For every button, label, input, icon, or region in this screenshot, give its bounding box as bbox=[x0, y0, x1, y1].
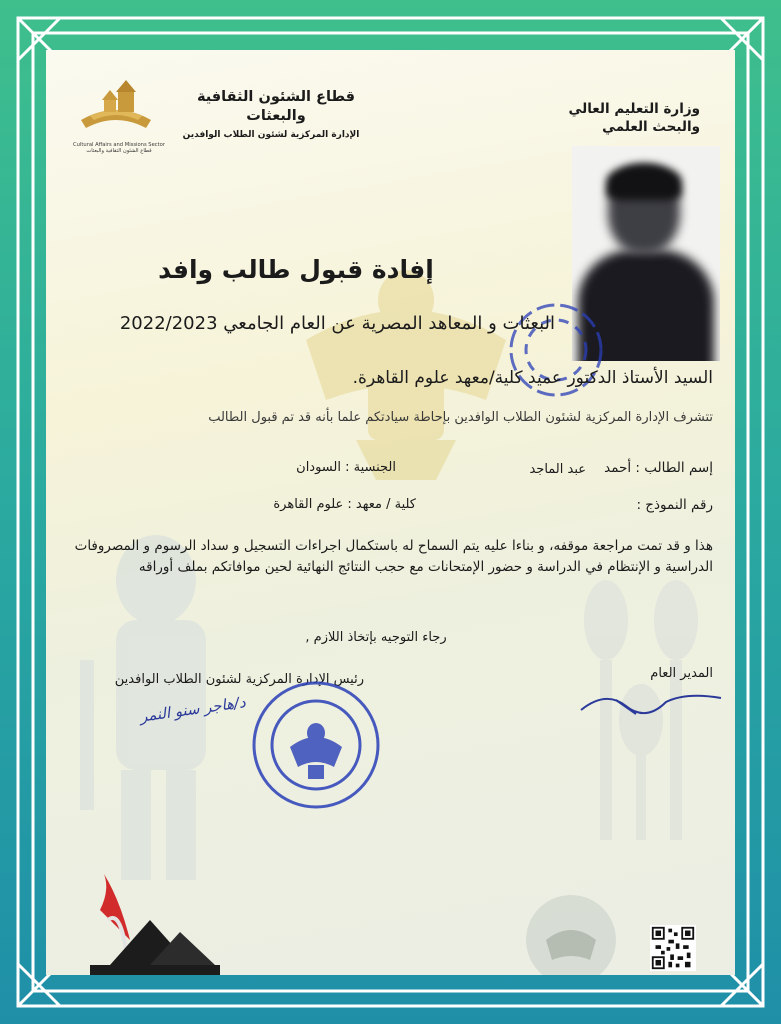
closing-line: رجاء التوجيه بإتخاذ اللازم , bbox=[305, 630, 447, 645]
bottom-emblem bbox=[516, 880, 626, 975]
egypt-flag-pyramids bbox=[90, 870, 220, 975]
academic-year-line: البعثات و المعاهد المصرية عن العام الجامعي 2022/2023 bbox=[119, 313, 555, 334]
gm-signature bbox=[576, 680, 726, 720]
logo-caption bbox=[64, 142, 174, 154]
student-name-label: إسم الطالب : أحمد bbox=[604, 460, 713, 476]
form-number: رقم النموذج : bbox=[636, 497, 713, 513]
student-name-rest: عبد الماجد bbox=[529, 462, 586, 477]
sector-header bbox=[181, 88, 371, 126]
general-manager-title: المدير العام bbox=[650, 666, 713, 681]
body-paragraph: هذا و قد تمت مراجعة موقفه، و بناءا عليه يتم السماح له باستكمال اجراءات التسجيل و سداد الرسوم و المصروفات الدراسية و الإنتظام في الدراسة و حضور الإمتحانات مع حجب النتائج النهائية لحين موافاتكم بملف أوراقه bbox=[74, 538, 713, 575]
ministry-line1: وزارة التعليم العالي bbox=[568, 101, 700, 117]
logo-caption-ar: قطاع الشئون الثقافية والبعثات bbox=[86, 148, 152, 154]
inform-line: تتشرف الإدارة المركزية لشئون الطلاب الوافدين بإحاطة سيادتكم علما بأنه قد تم قبول الطالب bbox=[208, 410, 713, 425]
addressee-line: السيد الأستاذ الدكتور عميد كلية/معهد علوم القاهرة. bbox=[352, 368, 713, 388]
department-name: الإدارة المركزية لشئون الطلاب الوافدين bbox=[182, 130, 360, 140]
head-signature-title: رئيس الإدارة المركزية لشئون الطلاب الوافدين bbox=[114, 672, 364, 687]
sector-logo bbox=[76, 70, 156, 140]
ministry-header bbox=[500, 100, 700, 136]
nationality: الجنسية : السودان bbox=[296, 460, 396, 475]
document-title: إفادة قبول طالب وافد bbox=[158, 255, 434, 284]
logo-caption-en: Cultural Affairs and Missions Sector bbox=[73, 142, 165, 148]
ministry-line2: والبحث العلمي bbox=[602, 119, 700, 135]
signature-name: د/هاجر سنو النمر bbox=[138, 693, 247, 726]
certificate-paper bbox=[46, 50, 735, 975]
qr-code bbox=[650, 925, 696, 971]
photo-stamp bbox=[496, 295, 616, 405]
faculty: كلية / معهد : علوم القاهرة bbox=[273, 497, 416, 512]
ministry-seal-stamp bbox=[246, 675, 386, 820]
sector-line1: قطاع الشئون الثقافية bbox=[196, 89, 356, 105]
sector-line2: والبعثات bbox=[246, 108, 306, 124]
